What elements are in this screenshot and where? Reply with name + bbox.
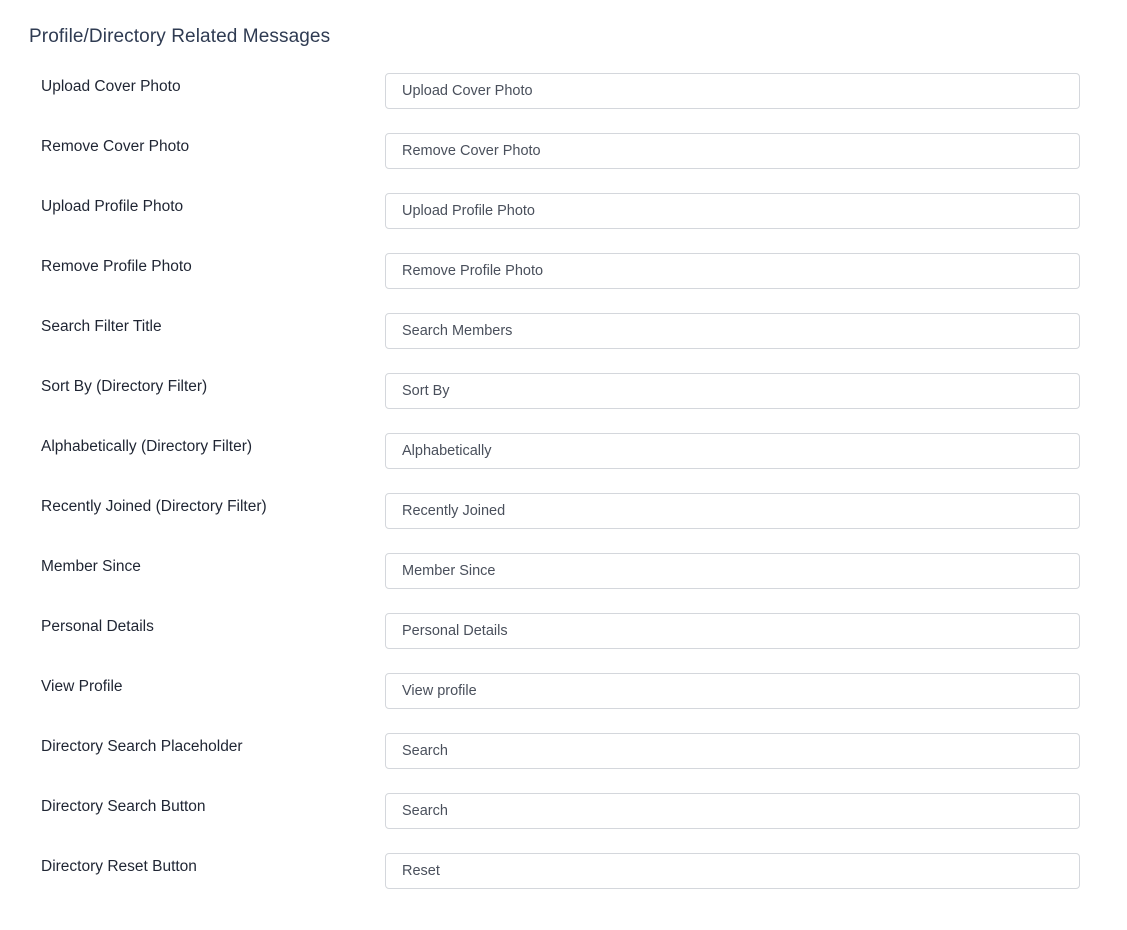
field-input-member-since[interactable]	[385, 553, 1080, 589]
message-fields-list	[0, 73, 1127, 913]
field-row-recently-joined	[0, 493, 1127, 553]
field-label-alphabetically: Alphabetically (Directory Filter)	[41, 438, 253, 455]
field-label-directory-reset-button: Directory Reset Button	[41, 858, 197, 875]
field-label-search-filter-title: Search Filter Title	[41, 318, 162, 335]
field-label-remove-cover-photo: Remove Cover Photo	[41, 138, 190, 155]
field-input-search-filter-title[interactable]	[385, 313, 1080, 349]
section-title: Profile/Directory Related Messages	[29, 26, 331, 47]
field-row-directory-search-button	[0, 793, 1127, 853]
field-label-view-profile: View Profile	[41, 678, 123, 695]
field-label-upload-profile-photo: Upload Profile Photo	[41, 198, 184, 215]
field-input-remove-cover-photo[interactable]	[385, 133, 1080, 169]
field-input-directory-search-button[interactable]	[385, 793, 1080, 829]
field-input-personal-details[interactable]	[385, 613, 1080, 649]
field-input-alphabetically[interactable]	[385, 433, 1080, 469]
field-label-remove-profile-photo: Remove Profile Photo	[41, 258, 192, 275]
field-label-directory-search-placeholder: Directory Search Placeholder	[41, 738, 243, 755]
field-label-sort-by: Sort By (Directory Filter)	[41, 378, 208, 395]
field-row-upload-cover-photo	[0, 73, 1127, 133]
field-row-remove-cover-photo	[0, 133, 1127, 193]
field-input-directory-reset-button[interactable]	[385, 853, 1080, 889]
field-input-remove-profile-photo[interactable]	[385, 253, 1080, 289]
field-row-view-profile	[0, 673, 1127, 733]
field-row-directory-reset-button	[0, 853, 1127, 913]
field-input-upload-profile-photo[interactable]	[385, 193, 1080, 229]
field-input-recently-joined[interactable]	[385, 493, 1080, 529]
field-label-personal-details: Personal Details	[41, 618, 154, 635]
field-row-member-since	[0, 553, 1127, 613]
field-label-directory-search-button: Directory Search Button	[41, 798, 206, 815]
field-row-sort-by	[0, 373, 1127, 433]
field-row-upload-profile-photo	[0, 193, 1127, 253]
field-row-remove-profile-photo	[0, 253, 1127, 313]
field-input-view-profile[interactable]	[385, 673, 1080, 709]
field-row-personal-details	[0, 613, 1127, 673]
field-row-search-filter-title	[0, 313, 1127, 373]
field-input-sort-by[interactable]	[385, 373, 1080, 409]
field-label-upload-cover-photo: Upload Cover Photo	[41, 78, 181, 95]
field-input-upload-cover-photo[interactable]	[385, 73, 1080, 109]
field-label-recently-joined: Recently Joined (Directory Filter)	[41, 498, 267, 515]
field-row-directory-search-placeholder	[0, 733, 1127, 793]
field-label-member-since: Member Since	[41, 558, 141, 575]
field-input-directory-search-placeholder[interactable]	[385, 733, 1080, 769]
field-row-alphabetically	[0, 433, 1127, 493]
